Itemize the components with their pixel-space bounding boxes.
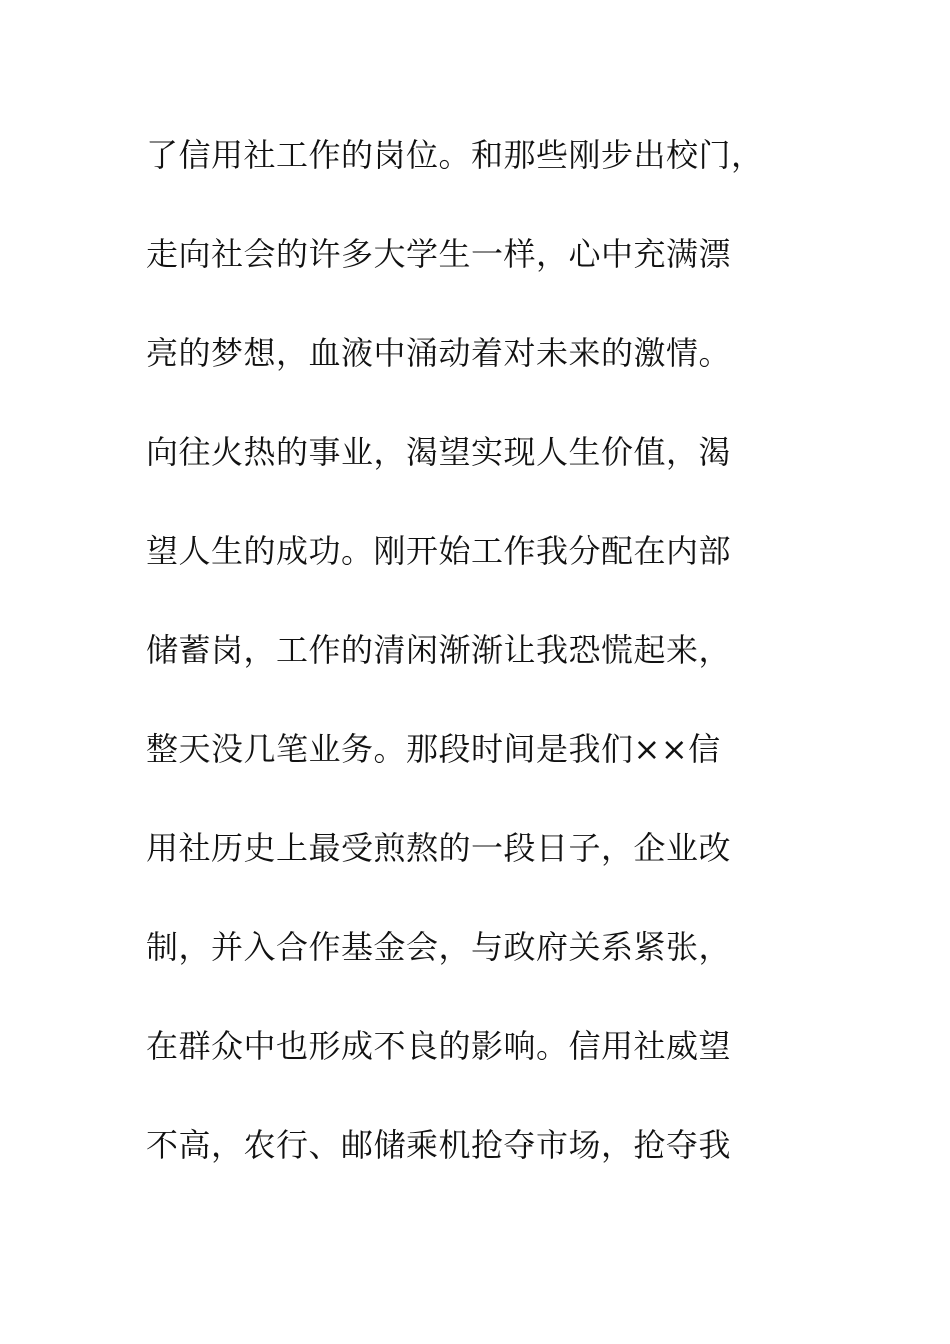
text-line: 在群众中也形成不良的影响。信用社威望 — [146, 1027, 732, 1065]
text-line: 向往火热的事业，渴望实现人生价值，渴 — [146, 433, 732, 471]
text-line: 亮的梦想，血液中涌动着对未来的激情。 — [146, 334, 732, 372]
text-line: 不高，农行、邮储乘机抢夺市场，抢夺我 — [146, 1126, 732, 1164]
text-line: 走向社会的许多大学生一样，心中充满漂 — [146, 235, 732, 273]
text-line: 望人生的成功。刚开始工作我分配在内部 — [146, 532, 732, 570]
text-line: 了信用社工作的岗位。和那些刚步出校门， — [146, 136, 764, 174]
text-line: 储蓄岗，工作的清闲渐渐让我恐慌起来， — [146, 631, 732, 669]
text-line: 制，并入合作基金会，与政府关系紧张， — [146, 928, 732, 966]
body-text — [146, 126, 806, 1215]
text-line: 整天没几笔业务。那段时间是我们××信 — [146, 730, 721, 768]
text-line: 用社历史上最受煎熬的一段日子，企业改 — [146, 829, 732, 867]
